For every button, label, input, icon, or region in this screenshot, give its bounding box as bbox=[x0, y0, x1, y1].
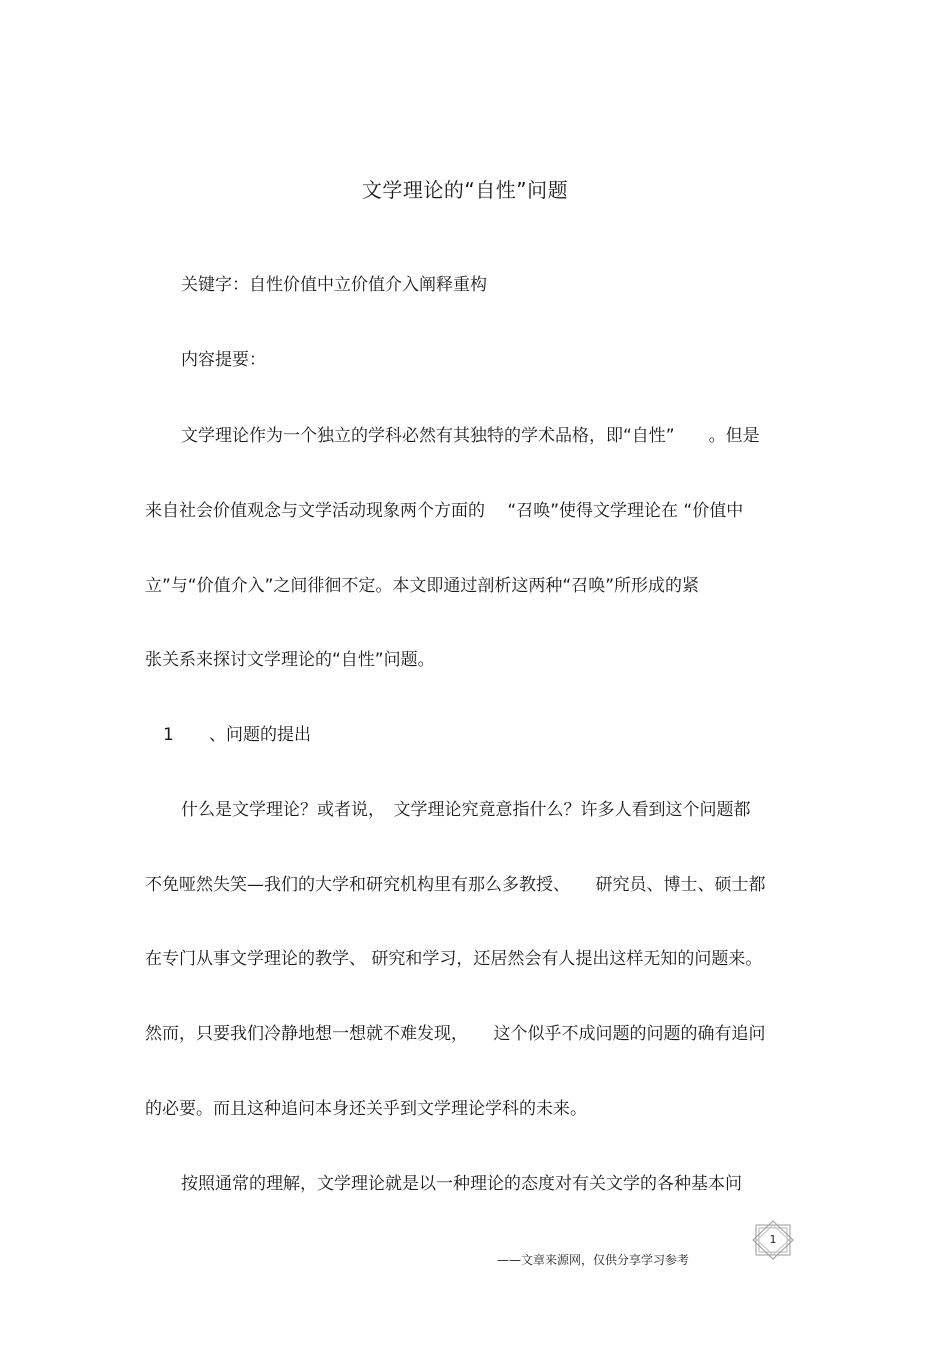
abstract-line: 来自社会价值观念与文学活动现象两个方面的 “召唤”使得文学理论在 “价值中 bbox=[145, 501, 744, 521]
body-line: 然而，只要我们冷静地想一想就不难发现， 这个似乎不成问题的问题的确有追问 bbox=[145, 1024, 766, 1044]
abstract-line: 文学理论作为一个独立的学科必然有其独特的学术品格，即“自性” 。但是 bbox=[181, 426, 760, 446]
body-line: 不免哑然失笑—我们的大学和研究机构里有那么多教授、 研究员、博士、硕士都 bbox=[145, 875, 766, 895]
body-line: 按照通常的理解，文学理论就是以一种理论的态度对有关文学的各种基本问 bbox=[181, 1174, 742, 1194]
abstract-line: 立”与“价值介入”之间徘徊不定。本文即通过剖析这两种“召唤”所形成的紧 bbox=[145, 576, 700, 596]
page-number-badge bbox=[750, 1220, 796, 1260]
section-title: 、问题的提出 bbox=[209, 725, 311, 745]
body-line: 在专门从事文学理论的教学、 研究和学习，还居然会有人提出这样无知的问题来。 bbox=[145, 949, 763, 969]
footer-source-note: ——文章来源网，仅供分享学习参考 bbox=[497, 1253, 690, 1267]
page-number: 1 bbox=[769, 1233, 777, 1246]
body-line: 什么是文学理论？或者说， 文学理论究竟意指什么？许多人看到这个问题都 bbox=[181, 800, 751, 820]
abstract-line: 张关系来探讨文学理论的“自性”问题。 bbox=[145, 650, 435, 670]
section-number: 1 bbox=[163, 725, 174, 745]
abstract-label: 内容提要： bbox=[181, 350, 266, 370]
keywords-line: 关键字：自性价值中立价值介入阐释重构 bbox=[181, 275, 487, 295]
section-heading bbox=[163, 723, 311, 747]
document-title: 文学理论的“自性”问题 bbox=[361, 178, 569, 202]
body-line: 的必要。而且这种追问本身还关乎到文学理论学科的未来。 bbox=[145, 1099, 587, 1119]
